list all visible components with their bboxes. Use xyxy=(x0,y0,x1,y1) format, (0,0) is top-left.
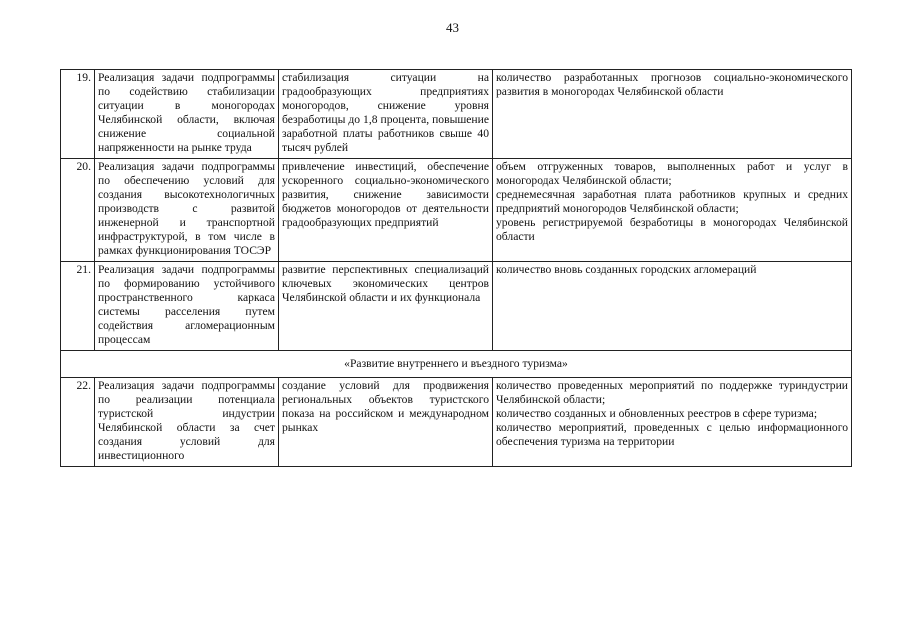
indicator-item: уровень регистрируемой безработицы в моногородах Челябинской области xyxy=(496,216,848,243)
page-number: 43 xyxy=(446,20,459,35)
section-row xyxy=(61,351,852,378)
section-title: «Развитие внутреннего и въездного туризма» xyxy=(61,351,852,378)
indicator-item: среднемесячная заработная плата работников крупных и средних предприятий моногородов Челябинской области; xyxy=(496,188,848,215)
task-cell: Реализация задачи подпрограммы по обеспечению условий для создания высокотехнологичных производств с развитой инженерной и транспортной инфраструктурой, в том числе в рамках функционирования ТОСЭР xyxy=(95,159,279,262)
table-row xyxy=(61,378,852,467)
indicator-item: количество вновь созданных городских агломераций xyxy=(496,263,757,276)
task-cell: Реализация задачи подпрограммы по реализации потенциала туристской индустрии Челябинской области за счет создания условий для инвестиционного xyxy=(95,378,279,467)
indicator-cell xyxy=(493,262,852,351)
indicator-item: количество мероприятий, проведенных с целью информационного обеспечения туризма на территории xyxy=(496,421,848,448)
indicator-item: количество созданных и обновленных реестров в сфере туризма; xyxy=(496,407,818,420)
row-number: 22. xyxy=(61,378,95,467)
task-cell: Реализация задачи подпрограммы по содействию стабилизации ситуации в моногородах Челябинской области, включая снижение социальной напряженности на рынке труда xyxy=(95,70,279,159)
row-number: 19. xyxy=(61,70,95,159)
task-cell: Реализация задачи подпрограммы по формированию устойчивого пространственного каркаса системы расселения путем содействия агломерационным процессам xyxy=(95,262,279,351)
table-row xyxy=(61,159,852,262)
indicator-cell xyxy=(493,70,852,159)
result-cell: привлечение инвестиций, обеспечение ускоренного социально-экономического развития, снижение зависимости бюджетов моногородов от деятельности градообразующих предприятий xyxy=(279,159,493,262)
result-cell: развитие перспективных специализаций ключевых экономических центров Челябинской области и их функционала xyxy=(279,262,493,351)
row-number: 21. xyxy=(61,262,95,351)
result-cell: стабилизация ситуации на градообразующих предприятиях моногородов, снижение уровня безработицы до 1,8 процента, повышение заработной платы работников свыше 40 тысяч рублей xyxy=(279,70,493,159)
indicator-item: объем отгруженных товаров, выполненных работ и услуг в моногородах Челябинской области; xyxy=(496,160,848,187)
row-number: 20. xyxy=(61,159,95,262)
indicator-item: количество разработанных прогнозов социально-экономического развития в моногородах Челябинской области xyxy=(496,71,848,98)
table-row xyxy=(61,70,852,159)
table-row xyxy=(61,262,852,351)
indicator-cell xyxy=(493,159,852,262)
indicator-cell xyxy=(493,378,852,467)
indicator-item: количество проведенных мероприятий по поддержке туриндустрии Челябинской области; xyxy=(496,379,848,406)
result-cell: создание условий для продвижения региональных объектов туристского показа на российском и международном рынках xyxy=(279,378,493,467)
program-table xyxy=(60,69,852,467)
